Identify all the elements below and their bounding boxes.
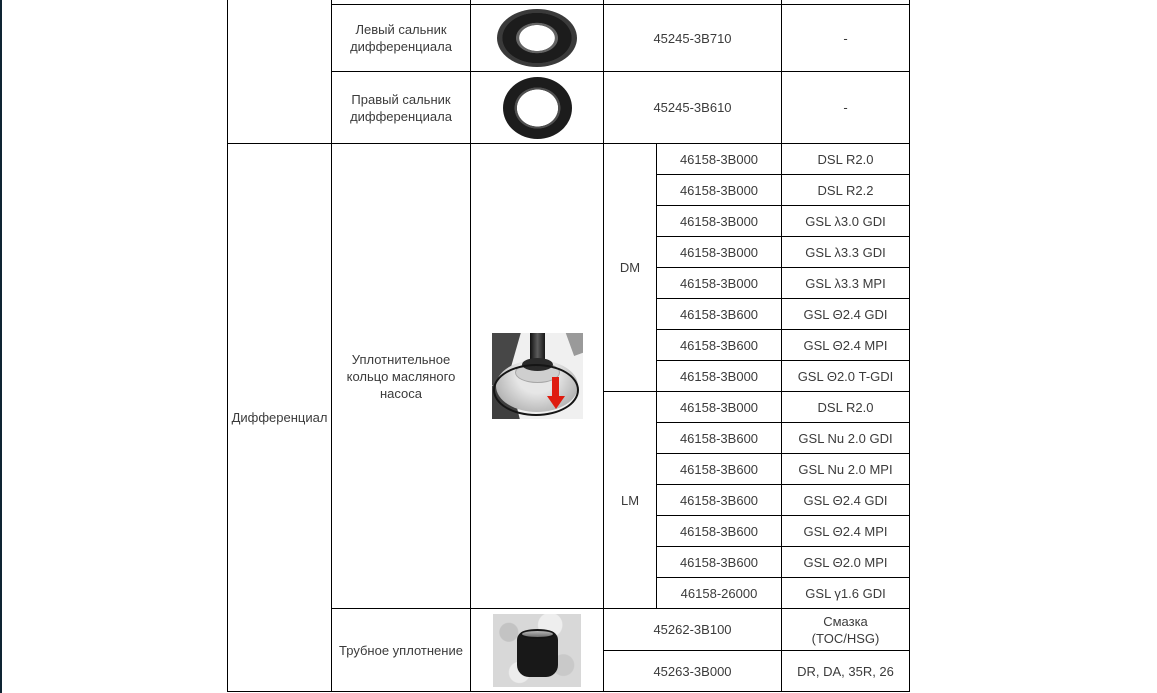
image-cell	[471, 5, 604, 72]
engine-cell: DSL R2.2	[782, 175, 910, 206]
part-number-cell: 46158-3B000	[657, 361, 782, 392]
category-label: Дифференциал	[231, 410, 328, 425]
part-name-label: Трубное уплотнение	[339, 642, 463, 658]
note-line: Смазка	[823, 613, 868, 629]
part-number-cell: 45245-3B610	[604, 72, 782, 144]
note-line: (TOC/HSG)	[811, 630, 880, 646]
note-cell	[782, 609, 910, 651]
category-cell	[228, 144, 332, 692]
part-number-cell: 46158-3B600	[657, 485, 782, 516]
red-arrow-icon	[547, 377, 565, 409]
part-name-cell	[332, 5, 471, 72]
pipe-seal-top-shape	[520, 629, 555, 639]
category-cell-top	[228, 0, 332, 144]
engine-cell: DSL R2.0	[782, 144, 910, 175]
part-number-cell: 46158-26000	[657, 578, 782, 609]
part-number-cell: 46158-3B000	[657, 392, 782, 423]
part-number-cell: 46158-3B000	[657, 206, 782, 237]
engine-cell: GSL Θ2.4 GDI	[782, 485, 910, 516]
part-name-cell	[332, 72, 471, 144]
engine-cell: GSL Θ2.0 T-GDI	[782, 361, 910, 392]
engine-cell: GSL λ3.0 GDI	[782, 206, 910, 237]
engine-cell: GSL γ1.6 GDI	[782, 578, 910, 609]
red-arrow-shaft	[552, 377, 559, 396]
part-number-cell: 45245-3B710	[604, 5, 782, 72]
left-differential-seal-image	[497, 9, 577, 67]
part-number-cell: 46158-3B600	[657, 299, 782, 330]
oil-pump-photo	[492, 333, 583, 419]
engine-cell: DSL R2.0	[782, 392, 910, 423]
note-cell: DR, DA, 35R, 26	[782, 651, 910, 692]
note-cell: -	[782, 72, 910, 144]
engine-cell: GSL λ3.3 MPI	[782, 268, 910, 299]
part-number-cell: 46158-3B600	[657, 423, 782, 454]
image-cell	[471, 72, 604, 144]
part-number-cell: 46158-3B000	[657, 237, 782, 268]
engine-cell: GSL Θ2.0 MPI	[782, 547, 910, 578]
part-number-cell: 45263-3B000	[604, 651, 782, 692]
engine-cell: GSL Θ2.4 MPI	[782, 516, 910, 547]
part-name-cell	[332, 609, 471, 692]
part-number-cell: 45262-3B100	[604, 609, 782, 651]
part-number-cell: 46158-3B600	[657, 547, 782, 578]
engine-cell: GSL Nu 2.0 GDI	[782, 423, 910, 454]
image-cell	[471, 144, 604, 609]
engine-cell: GSL Θ2.4 GDI	[782, 299, 910, 330]
engine-cell: GSL Θ2.4 MPI	[782, 330, 910, 361]
group-cell: DM	[604, 144, 657, 392]
engine-cell: GSL Nu 2.0 MPI	[782, 454, 910, 485]
part-number-cell: 46158-3B600	[657, 454, 782, 485]
table-row	[228, 144, 910, 175]
part-number-cell: 46158-3B000	[657, 268, 782, 299]
seal-ring-outline-shape	[493, 364, 579, 416]
part-number-cell: 46158-3B000	[657, 144, 782, 175]
part-name-cell	[332, 144, 471, 609]
pipe-seal-photo	[493, 614, 581, 687]
note-cell: -	[782, 5, 910, 72]
part-name-label: Уплотнительное кольцо масляного насоса	[346, 351, 456, 401]
red-arrow-head	[547, 396, 565, 409]
parts-table	[227, 0, 910, 692]
part-number-cell: 46158-3B600	[657, 330, 782, 361]
pump-shadow-shape	[565, 333, 583, 356]
right-differential-seal-image	[503, 77, 572, 139]
part-number-cell: 46158-3B600	[657, 516, 782, 547]
image-cell	[471, 609, 604, 692]
part-name-label: Правый сальник дифференциала	[350, 91, 452, 124]
part-name-label: Левый сальник дифференциала	[350, 22, 452, 54]
group-cell: LM	[604, 392, 657, 609]
part-number-cell: 46158-3B000	[657, 175, 782, 206]
left-edge-bar	[0, 0, 2, 693]
engine-cell: GSL λ3.3 GDI	[782, 237, 910, 268]
